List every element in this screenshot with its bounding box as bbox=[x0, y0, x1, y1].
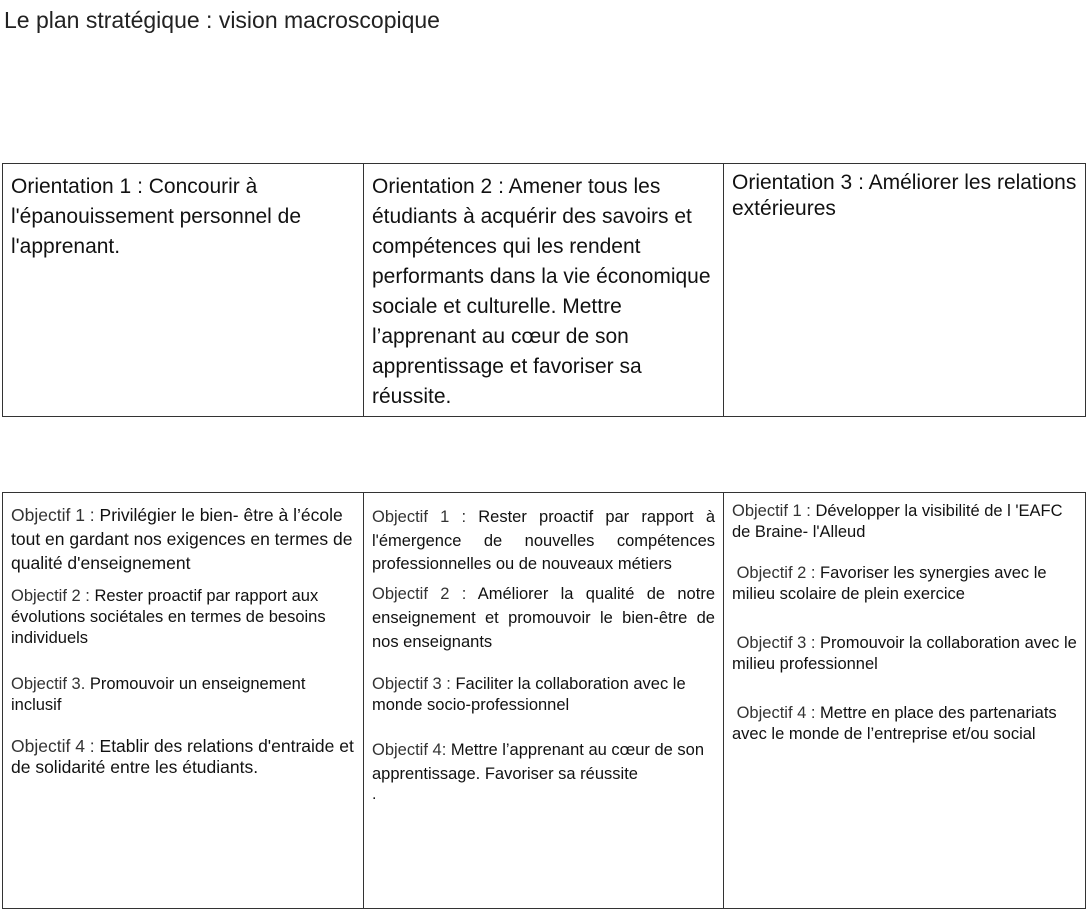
page-title: Le plan stratégique : vision macroscopique bbox=[4, 7, 440, 33]
objective-2-1 bbox=[372, 506, 715, 577]
objective-label: Objectif 2 : bbox=[11, 587, 90, 605]
orientation-2-text: Amener tous les étudiants à acquérir des savoirs et compétences qui les rendent performants dans la vie économique sociale et culturelle. Mettre l’apprenant au cœur de son apprentissage et favoriser sa réussite. bbox=[372, 175, 711, 408]
objective-label: Objectif 1 : bbox=[11, 505, 95, 525]
orientation-3-label: Orientation 3 : bbox=[732, 171, 864, 194]
orientations-table bbox=[2, 163, 1086, 417]
objective-label: Objectif 4 : bbox=[732, 704, 816, 722]
objective-text: Améliorer la qualité de notre enseignement et promouvoir le bien-être de nos enseignants bbox=[372, 584, 715, 651]
objectives-table bbox=[2, 492, 1086, 909]
objective-label: Objectif 1 : bbox=[372, 508, 467, 526]
orientation-3 bbox=[724, 164, 1085, 222]
objective-text: Développer la visibilité de l 'EAFC de Braine- l'Alleud bbox=[732, 502, 1063, 541]
orientations-row bbox=[3, 164, 1086, 417]
orientation-2-cell bbox=[364, 164, 724, 417]
objective-text: Rester proactif par rapport aux évolutions sociétales en termes de besoins individuels bbox=[11, 587, 326, 647]
objectives-list-1 bbox=[3, 503, 363, 778]
objective-text: Mettre l’apprenant au cœur de son apprentissage. Favoriser sa réussite bbox=[372, 740, 705, 783]
objective-text: Faciliter la collaboration avec le monde socio-professionnel bbox=[372, 674, 686, 714]
orientation-3-cell bbox=[724, 164, 1086, 417]
objectives-row bbox=[3, 493, 1086, 909]
objective-label: Objectif 4 : bbox=[11, 736, 95, 756]
objective-text: Mettre en place des partenariats avec le monde de l’entreprise et/ou social bbox=[732, 704, 1062, 743]
objective-text: Favoriser les synergies avec le milieu scolaire de plein exercice bbox=[732, 564, 1052, 603]
objectives-column-2 bbox=[364, 493, 724, 909]
objective-1-2 bbox=[11, 586, 355, 649]
objective-label: Objectif 3. bbox=[11, 675, 86, 693]
orientation-2-label: Orientation 2 : bbox=[372, 175, 504, 198]
objective-3-1 bbox=[732, 501, 1077, 543]
orientation-2 bbox=[364, 164, 723, 412]
objective-1-4 bbox=[11, 736, 355, 778]
objective-text: Promouvoir la collaboration avec le milieu professionnel bbox=[732, 634, 1082, 673]
objective-2-3 bbox=[372, 674, 715, 716]
objectives-column-3 bbox=[724, 493, 1086, 909]
orientation-1-cell bbox=[3, 164, 364, 417]
objective-label: Objectif 4: bbox=[372, 740, 447, 759]
objective-text: Etablir des relations d'entraide et de solidarité entre les étudiants. bbox=[11, 736, 354, 777]
orientation-1-label: Orientation 1 : bbox=[11, 175, 143, 198]
objective-label: Objectif 2 : bbox=[732, 564, 816, 582]
objectives-column-1 bbox=[3, 493, 364, 909]
objectives-list-2 bbox=[364, 506, 723, 804]
objective-2-2 bbox=[372, 582, 715, 654]
objectives-list-3 bbox=[724, 501, 1085, 745]
objective-2-4 bbox=[372, 738, 715, 786]
orientation-1 bbox=[3, 164, 363, 262]
orientation-3-text: Améliorer les relations extérieures bbox=[732, 171, 1077, 220]
objective-3-3 bbox=[732, 633, 1082, 675]
objective-3-2 bbox=[732, 563, 1077, 605]
objective-1-3 bbox=[11, 674, 355, 716]
objective-text: Promouvoir un enseignement inclusif bbox=[11, 675, 306, 714]
objective-1-1 bbox=[11, 503, 355, 575]
objective-label: Objectif 3 : bbox=[732, 634, 816, 652]
objective-3-4 bbox=[732, 703, 1077, 745]
objective-label: Objectif 1 : bbox=[732, 502, 811, 520]
objective-label: Objectif 2 : bbox=[372, 584, 467, 603]
objective-text: Rester proactif par rapport à l'émergence de nouvelles compétences professionnelles ou de nouveaux métiers bbox=[372, 508, 716, 573]
objective-label: Objectif 3 : bbox=[372, 674, 451, 693]
objective-2-trailing-dot: . bbox=[372, 785, 377, 803]
orientation-1-text: Concourir à l'épanouissement personnel de l'apprenant. bbox=[11, 175, 302, 258]
objective-text: Privilégier le bien- être à l’école tout en gardant nos exigences en termes de qualité d'enseignement bbox=[11, 505, 353, 573]
